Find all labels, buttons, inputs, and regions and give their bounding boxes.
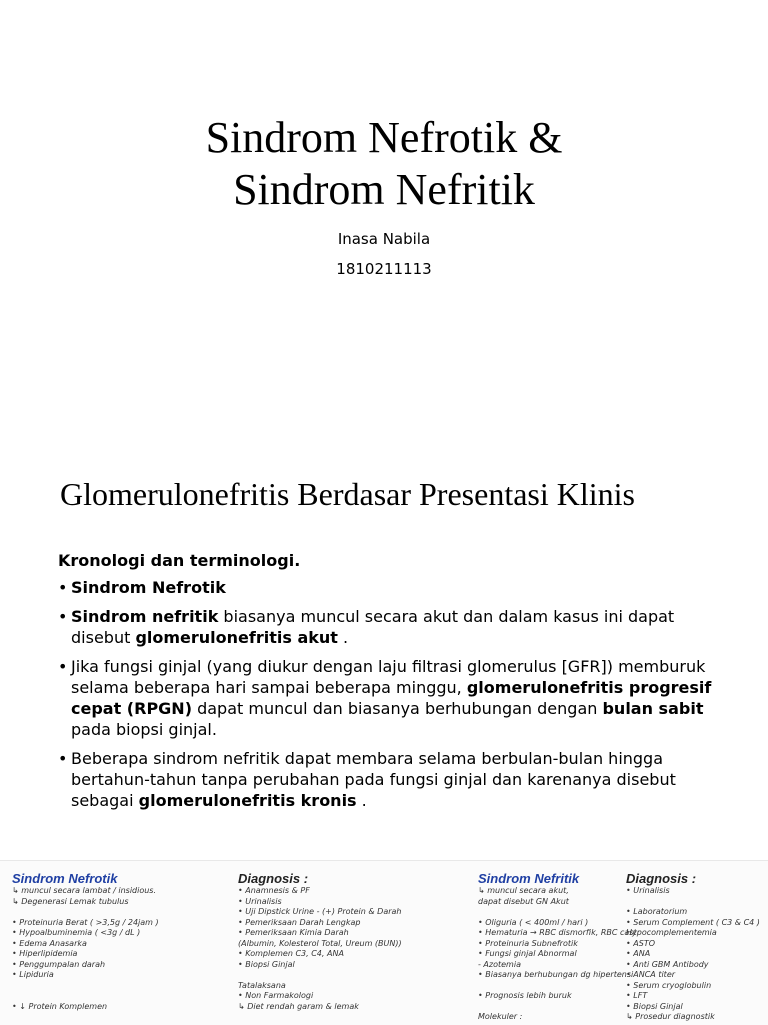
notes-column-1 [12,871,232,1012]
bullet-1-text: Sindrom Nefrotik [71,578,226,597]
bullet-3-text-2: dapat muncul dan biasanya berhubungan dengan [192,699,603,718]
bullet-2 [58,606,718,648]
note-line: • Proteinuria Berat ( >3,5g / 24jam ) [12,917,159,927]
note-line: • ASTO [626,938,655,948]
note-line: • Biopsi Ginjal [238,959,295,969]
note-line: • Komplemen C3, C4, ANA [238,949,344,958]
bullet-3-bold-2: bulan sabit [602,699,704,718]
note-line: ↳ Degenerasi Lemak tubulus [12,896,129,906]
note-line: Molekuler : [478,1012,523,1021]
note-line: ↳ Diet rendah garam & lemak [238,1001,359,1011]
slide-title: Glomerulonefritis Berdasar Presentasi Klinis [60,476,635,512]
bullet-3-bold-1: glomerulonefritis progresif cepat (RPGN) [71,678,712,718]
note-line [12,991,232,1002]
note-line: • Urinalisis [238,896,282,906]
slide-body [58,550,718,819]
note-line [626,897,766,908]
notes-lines-1 [12,886,232,1012]
note-line: • Hypoalbuminemia ( <3g / dL ) [12,928,141,937]
note-line: • Prognosis lebih buruk [478,991,572,1000]
note-line [12,907,232,918]
note-line: - Azotemia [478,959,521,969]
bullet-3 [58,656,718,740]
note-line [478,981,623,992]
note-line: • Urinalisis [626,886,670,895]
note-line: • ANA [626,949,651,958]
note-line: • Biasanya berhubungan dg hipertensi [478,970,634,979]
bullet-3-text-1: Jika fungsi ginjal (yang diukur dengan laju filtrasi glomerulus [GFR]) memburuk selama beberapa hari sampai beberapa minggu, [71,657,706,697]
note-line [478,907,623,918]
note-line: • Hiperlipidemia [12,949,78,958]
note-line: Tatalaksana [238,980,286,990]
notes-lines-4 [626,886,766,1023]
bullet-2-bold-2: glomerulonefritis akut [135,628,338,647]
bullet-4-text-2: . [356,791,367,810]
note-line: • Pemeriksaan Kimia Darah [238,928,349,937]
title-line-1: Sindrom Nefrotik & [205,113,563,162]
notes-lines-2 [238,886,468,1012]
notes-title-2: Diagnosis : [238,871,309,886]
note-line: • Fungsi ginjal Abnormal [478,949,577,958]
notes-title-4: Diagnosis : [626,871,697,886]
note-line: (Albumin, Kolesterol Total, Ureum (BUN)) [238,938,402,948]
notes-title-1: Sindrom Nefrotik [12,871,118,886]
bullet-4 [58,748,718,811]
student-id: 1810211113 [336,260,432,278]
note-line [12,981,232,992]
note-line: • Penggumpalan darah [12,959,106,969]
title-line-2: Sindrom Nefritik [233,165,535,214]
note-line: • ↓ Protein Komplemen [12,1001,108,1011]
content-slide [0,440,768,860]
note-line: • Biopsi Ginjal [626,1001,683,1011]
note-line: ↳ muncul secara akut, [478,886,569,895]
note-line: • Anti GBM Antibody [626,959,709,969]
notes-column-4 [626,871,766,1023]
bullet-3-text-3: pada biopsi ginjal. [71,720,217,739]
author-name: Inasa Nabila [337,230,431,248]
note-line: • Edema Anasarka [12,938,87,948]
bullet-4-bold-1: glomerulonefritis kronis [138,791,357,810]
bullet-2-text-1: biasanya muncul secara akut dan dalam kasus ini dapat disebut [71,607,675,647]
title-slide [0,0,768,440]
notes-column-2 [238,871,468,1012]
note-line: dapat disebut GN Akut [478,896,569,906]
note-line: ↳ muncul secara lambat / insidious. [12,886,157,895]
bullet-4-text-1: Beberapa sindrom nefritik dapat membara selama berbulan-bulan hingga bertahun-tahun tanpa perubahan pada fungsi ginjal dan karenanya disebut sebagai [71,749,676,810]
handwritten-notes [0,860,768,1025]
note-line: • Laboratorium [626,907,688,916]
note-line: • Non Farmakologi [238,991,314,1000]
note-line [238,970,468,981]
bullet-1 [58,577,718,598]
note-line: • Lipiduria [12,970,54,979]
note-line: • Proteinuria Subnefrotik [478,938,578,948]
notes-title-3: Sindrom Nefritik [478,871,580,886]
note-line: • ANCA titer [626,970,676,979]
bullet-2-bold-1: Sindrom nefritik [71,607,219,626]
note-line: • Serum Complement ( C3 & C4 ) [626,917,760,927]
note-line: • Uji Dipstick Urine - (+) Protein & Darah [238,907,402,916]
note-line: ↳ Prosedur diagnostik [626,1012,715,1021]
note-line [478,1002,623,1013]
note-line: • Hematuria → RBC dismorfik, RBC cast [478,928,637,937]
presentation-title [0,112,768,216]
note-line: • Pemeriksaan Darah Lengkap [238,917,361,927]
note-line: Hypocomplementemia [626,928,717,937]
note-line: • Anamnesis & PF [238,886,310,895]
note-line: • Oliguria ( < 400ml / hari ) [478,917,589,927]
bullet-2-text-2: . [337,628,349,647]
note-line: • Serum cryoglobulin [626,980,712,990]
note-line: • LFT [626,991,648,1000]
section-heading: Kronologi dan terminologi. [58,551,301,570]
